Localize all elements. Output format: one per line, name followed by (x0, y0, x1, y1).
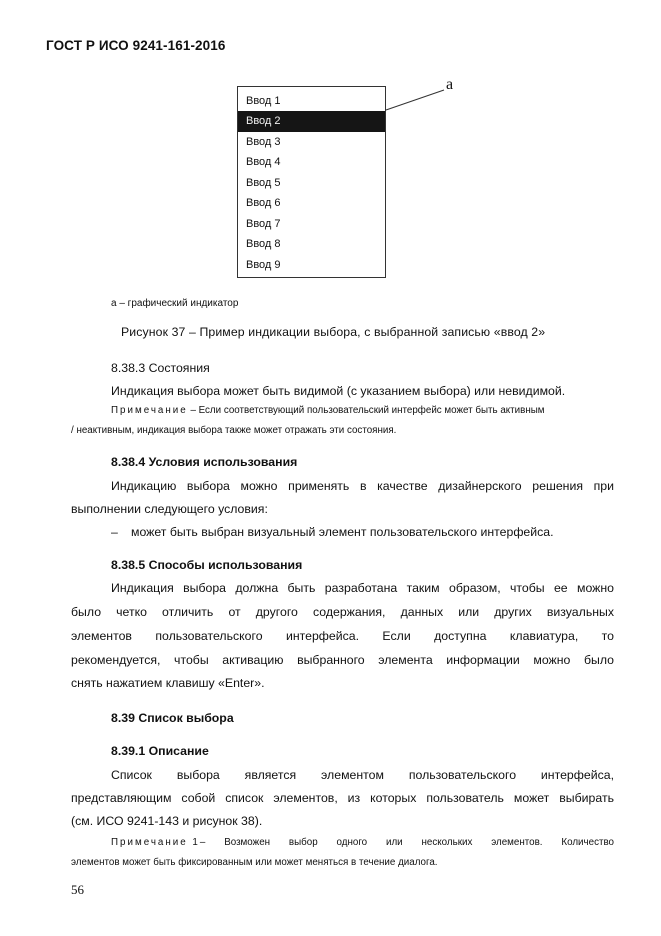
document-header: ГОСТ Р ИСО 9241-161-2016 (46, 38, 226, 53)
paragraph: Индикацию выбора можно применять в качестве дизайнерского решения при (111, 479, 614, 493)
paragraph: выполнении следующего условия: (71, 502, 268, 516)
paragraph: было четко отличить от другого содержания, данных или других визуальных (71, 605, 614, 619)
list-item: Ввод 4 (246, 156, 281, 168)
section-heading: 8.38.4 Условия использования (111, 455, 298, 469)
section-heading: 8.38.5 Способы использования (111, 558, 303, 572)
callout-leader-line (0, 0, 661, 300)
list-item: Ввод 3 (246, 136, 281, 148)
list-item: Ввод 5 (246, 177, 281, 189)
bullet-dash: – (111, 525, 118, 539)
section-heading: 8.39.1 Описание (111, 744, 209, 758)
list-item-selected: Ввод 2 (238, 111, 385, 132)
list-item: Ввод 8 (246, 238, 281, 250)
note-line: / неактивным, индикация выбора также может отражать эти состояния. (71, 425, 397, 436)
note-label: Примечание 1 (111, 837, 200, 848)
note-line: Примечание 1 – Возможен выбор одного или нескольких элементов. Количество (111, 837, 614, 848)
paragraph: представляющим собой список элементов, из которых пользователь может выбирать (71, 791, 614, 805)
paragraph: (см. ИСО 9241-143 и рисунок 38). (71, 814, 263, 828)
list-item: Ввод 9 (246, 259, 281, 271)
list-item: Ввод 7 (246, 218, 281, 230)
section-heading: 8.39 Список выбора (111, 711, 234, 725)
callout-label: a (446, 76, 454, 93)
figure-caption: Рисунок 37 – Пример индикации выбора, с выбранной записью «ввод 2» (121, 325, 546, 339)
list-item: Ввод 6 (246, 197, 281, 209)
section-heading: 8.38.3 Состояния (111, 361, 210, 375)
figure-legend: а – графический индикатор (111, 298, 239, 309)
paragraph: рекомендуется, чтобы активацию выбранного элемента информации можно было (71, 653, 614, 667)
paragraph: Список выбора является элементом пользовательского интерфейса, (111, 768, 614, 782)
list-item: Ввод 1 (246, 95, 281, 107)
note-label: Примечание (111, 405, 188, 416)
paragraph: снять нажатием клавишу «Enter». (71, 676, 265, 690)
paragraph: Индикация выбора должна быть разработана таким образом, чтобы ее можно (111, 581, 614, 595)
note-line: Примечание – Если соответствующий пользовательский интерфейс может быть активным (111, 405, 545, 416)
note-line: элементов может быть фиксированным или может меняться в течение диалога. (71, 857, 438, 868)
page-number: 56 (71, 882, 84, 897)
paragraph: элементов пользовательского интерфейса. Если доступна клавиатура, то (71, 629, 614, 643)
paragraph: Индикация выбора может быть видимой (с указанием выбора) или невидимой. (111, 384, 566, 398)
bullet-text: может быть выбран визуальный элемент пользовательского интерфейса. (131, 525, 554, 539)
